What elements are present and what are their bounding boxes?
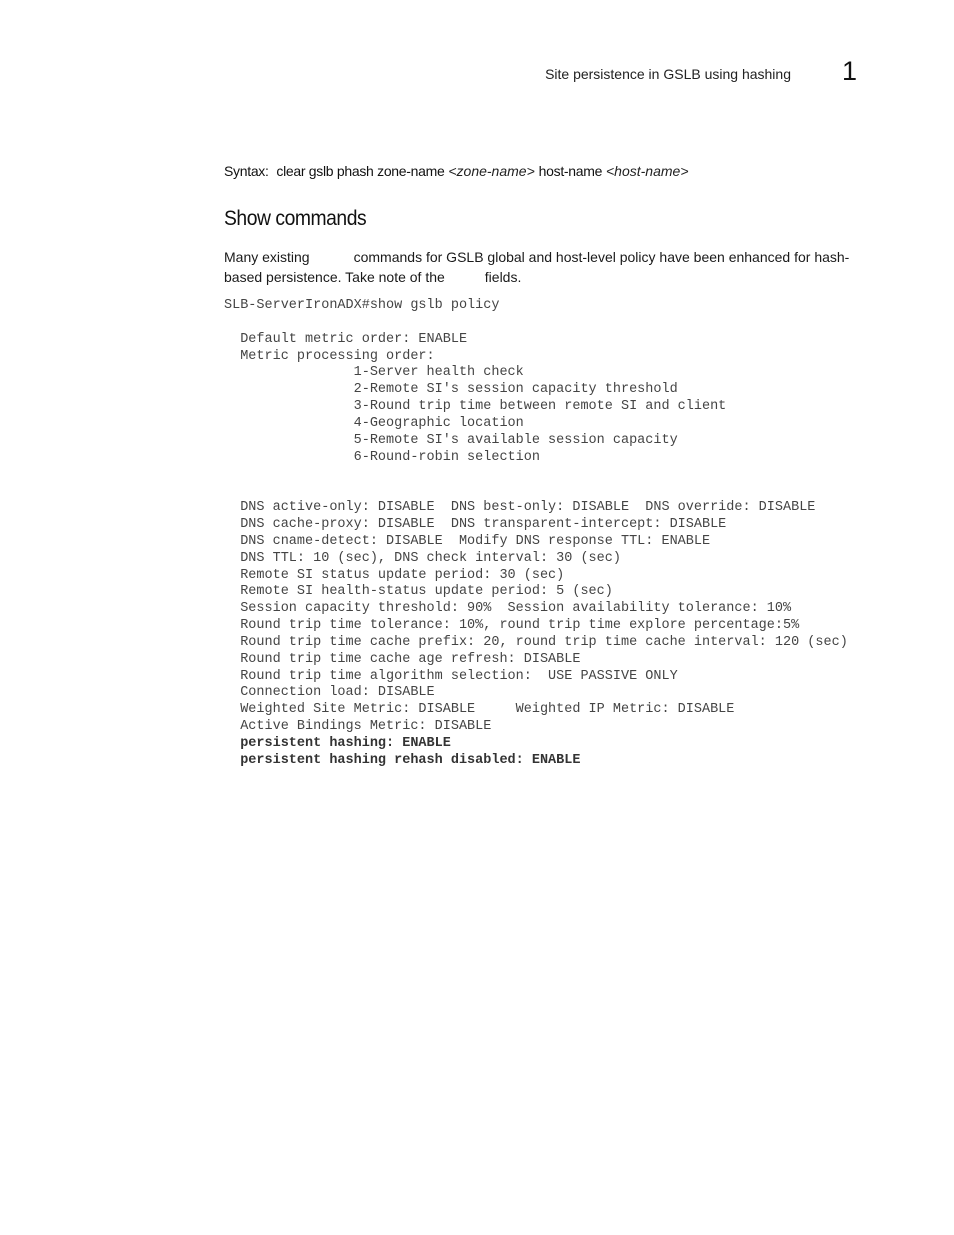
code-line: Round trip time cache age refresh: DISABLE <box>224 651 581 667</box>
code-line: Active Bindings Metric: DISABLE <box>224 719 492 735</box>
code-line <box>224 466 848 483</box>
code-line: 5-Remote SI's available session capacity <box>224 432 678 448</box>
code-line: 4-Geographic location <box>224 415 524 431</box>
code-line: Remote SI status update period: 30 (sec) <box>224 567 565 583</box>
code-line: Round trip time tolerance: 10%, round trip time explore percentage:5% <box>224 618 800 634</box>
header-title: Site persistence in GSLB using hashing <box>545 66 791 82</box>
code-line <box>224 483 848 500</box>
syntax-host-arg: <host-name> <box>606 163 689 179</box>
code-line: DNS active-only: DISABLE DNS best-only: DISABLE DNS override: DISABLE <box>224 500 816 516</box>
para-part-1: Many existing <box>224 249 310 265</box>
syntax-host-keyword: host-name <box>538 163 603 179</box>
code-line: Session capacity threshold: 90% Session availability tolerance: 10% <box>224 601 792 617</box>
code-line <box>224 315 848 332</box>
code-line: DNS TTL: 10 (sec), DNS check interval: 30 (sec) <box>224 550 621 566</box>
code-line: Remote SI health-status update period: 5 (sec) <box>224 584 613 600</box>
code-line: 3-Round trip time between remote SI and client <box>224 399 727 415</box>
running-header <box>500 56 857 86</box>
code-line: SLB-ServerIronADX#show gslb policy <box>224 298 500 313</box>
code-line: Metric processing order: <box>224 348 435 364</box>
code-line: Default metric order: ENABLE <box>224 331 468 347</box>
code-line-highlighted: persistent hashing: ENABLE <box>224 735 451 751</box>
code-line: Round trip time algorithm selection: USE PASSIVE ONLY <box>224 668 678 684</box>
code-line: Connection load: DISABLE <box>224 685 435 701</box>
cli-output <box>224 298 848 770</box>
code-line: Round trip time cache prefix: 20, round trip time cache interval: 120 (sec) <box>224 634 848 650</box>
section-heading: Show commands <box>224 207 367 230</box>
code-line: DNS cname-detect: DISABLE Modify DNS response TTL: ENABLE <box>224 533 711 549</box>
code-line: 1-Server health check <box>224 365 524 381</box>
code-line: DNS cache-proxy: DISABLE DNS transparent-intercept: DISABLE <box>224 516 727 532</box>
syntax-zone-arg: <zone-name> <box>448 163 535 179</box>
para-part-3: fields. <box>484 268 522 285</box>
syntax-command: clear gslb phash zone-name <box>276 163 445 179</box>
body-paragraph <box>224 248 864 287</box>
syntax-line <box>224 163 689 179</box>
code-line-highlighted: persistent hashing rehash disabled: ENABLE <box>224 752 581 768</box>
para-part-2: commands for GSLB global and host-level policy have been enhanced for hash-based persistence. Take note of the <box>224 249 850 285</box>
syntax-label: Syntax: <box>224 163 269 179</box>
code-line: Weighted Site Metric: DISABLE Weighted IP Metric: DISABLE <box>224 702 735 718</box>
chapter-number: 1 <box>841 56 857 86</box>
code-line: 6-Round-robin selection <box>224 449 540 465</box>
code-line: 2-Remote SI's session capacity threshold <box>224 382 678 398</box>
